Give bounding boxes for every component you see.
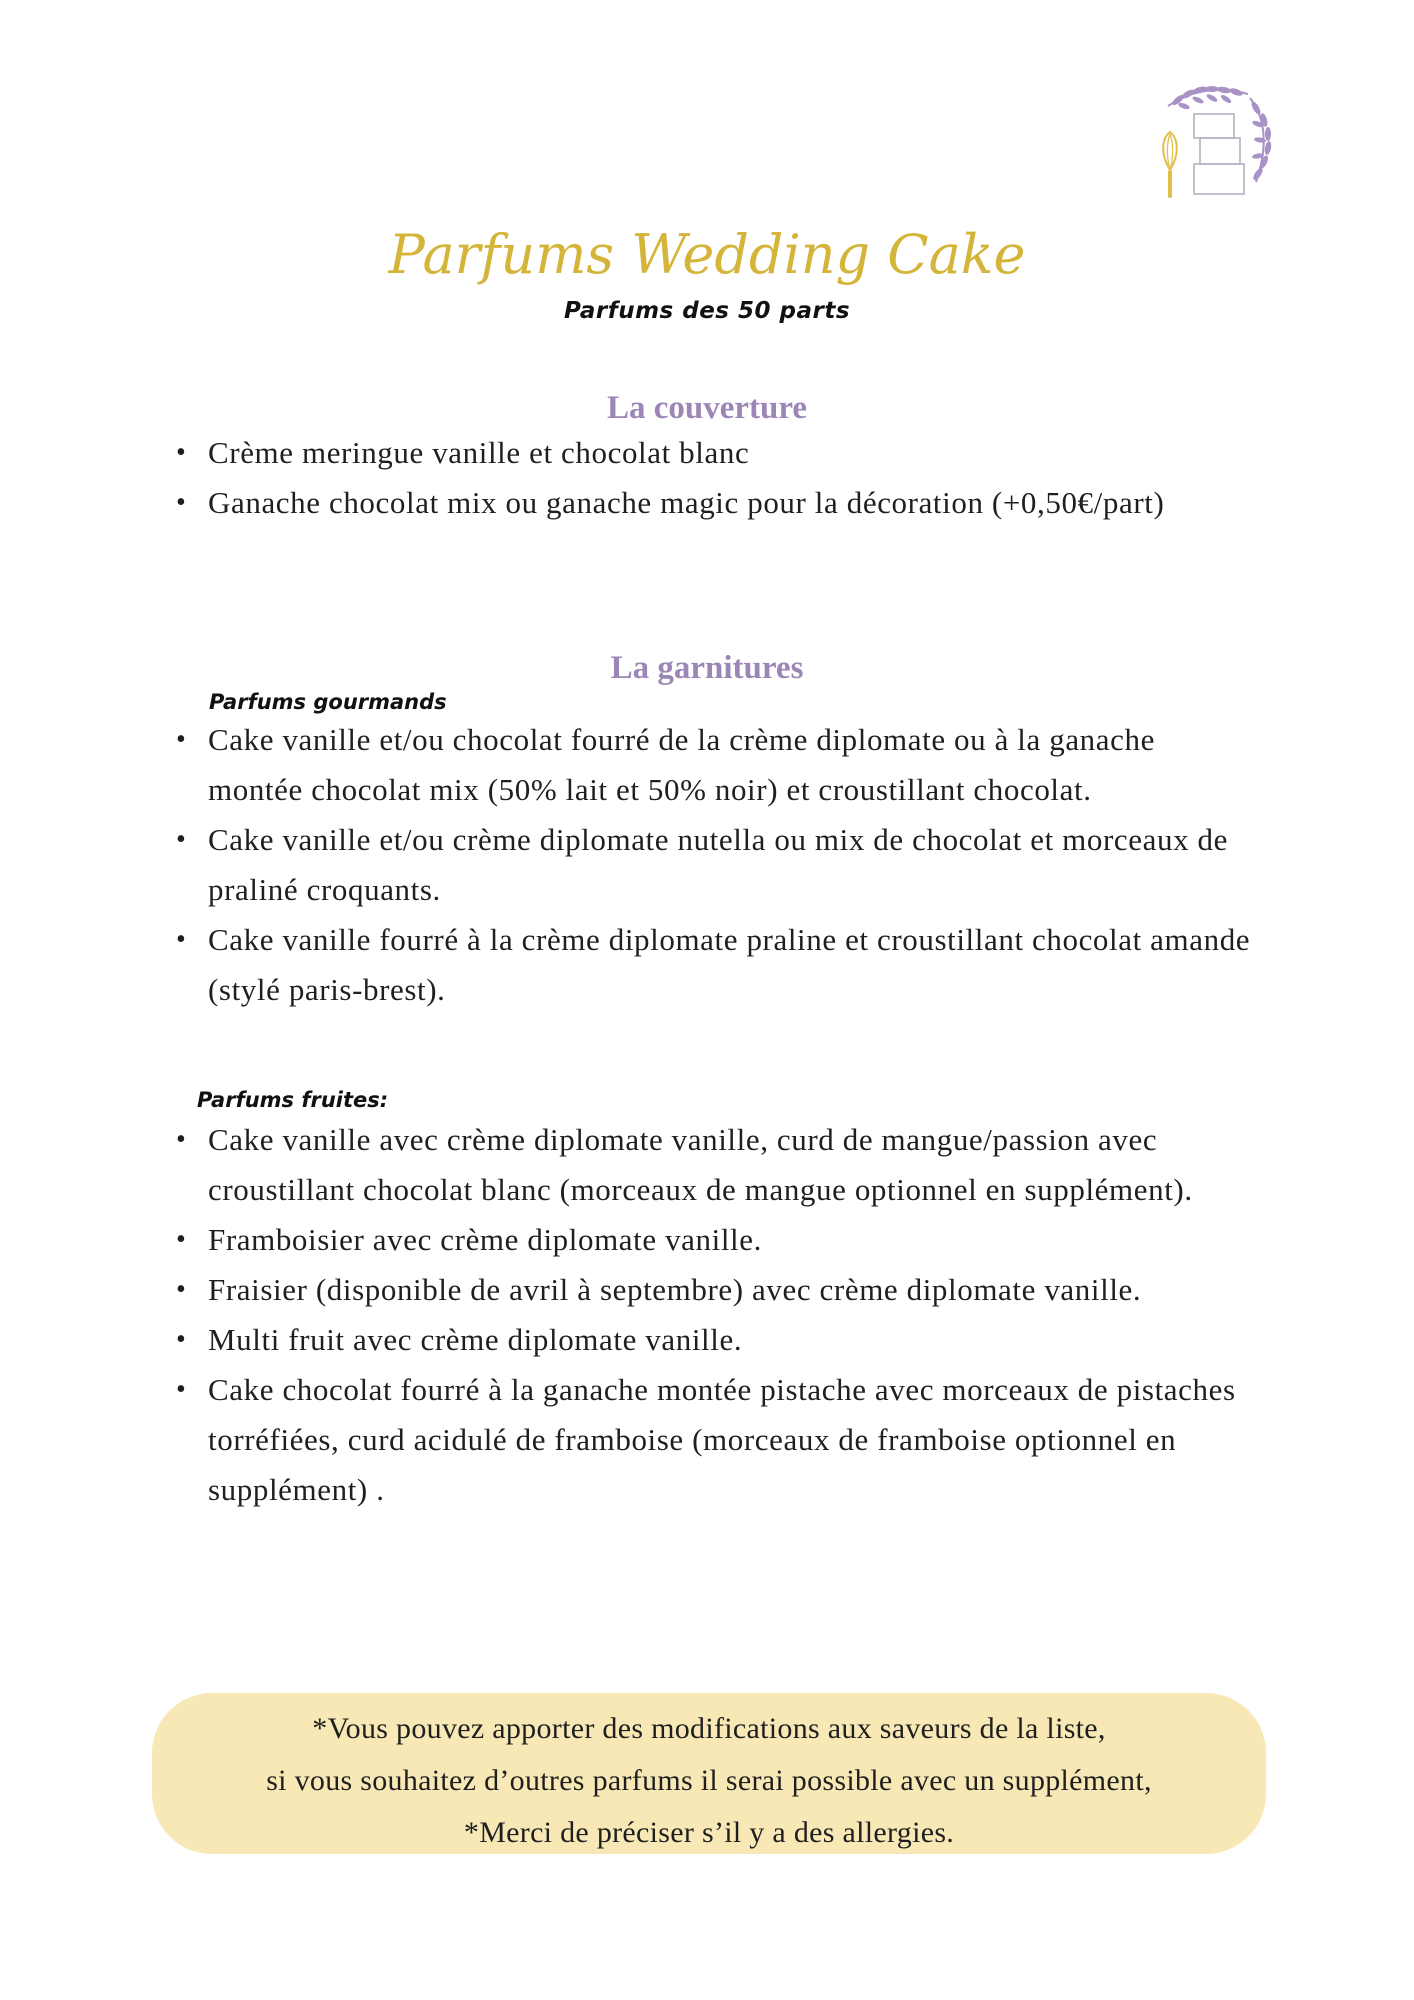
note-line-2: si vous souhaitez d’outres parfums il serai possible avec un supplément, <box>266 1764 1152 1797</box>
allergy-note-box <box>152 1693 1266 1854</box>
note-line-1: *Vous pouvez apporter des modifications aux saveurs de la liste, <box>312 1712 1106 1745</box>
page-subtitle: Parfums des 50 parts <box>563 298 851 324</box>
list-item: • Ganache chocolat mix ou ganache magic pour la décoration (+0,50€/part) <box>0 478 1258 528</box>
list-item: • Cake vanille avec crème diplomate vanille, curd de mangue/passion avec croustillant chocolat blanc (morceaux de mangue optionnel en supplément). <box>0 1115 1258 1215</box>
bullet-icon: • <box>176 924 187 955</box>
note-line-3: *Merci de préciser s’il y a des allergies. <box>463 1816 955 1849</box>
gourmands-list <box>0 715 1258 1015</box>
list-item: • Cake vanille et/ou crème diplomate nutella ou mix de chocolat et morceaux de praliné croquants. <box>0 815 1258 915</box>
list-item: • Framboisier avec crème diplomate vanille. <box>0 1215 1258 1265</box>
list-item: • Cake vanille et/ou chocolat fourré de la crème diplomate ou à la ganache montée chocolat mix (50% lait et 50% noir) et croustillant chocolat. <box>0 715 1258 815</box>
list-item: • Cake vanille fourré à la crème diplomate praline et croustillant chocolat amande (stylé paris-brest). <box>0 915 1258 1015</box>
list-item: • Crème meringue vanille et chocolat blanc <box>0 428 1258 478</box>
bullet-icon: • <box>176 1274 187 1305</box>
bullet-icon: • <box>176 824 187 855</box>
bullet-icon: • <box>176 1374 187 1405</box>
bullet-icon: • <box>176 1124 187 1155</box>
fruites-list <box>0 1115 1258 1515</box>
bullet-icon: • <box>176 724 187 755</box>
list-item: • Fraisier (disponible de avril à septembre) avec crème diplomate vanille. <box>0 1265 1258 1315</box>
couverture-heading: La couverture <box>606 390 808 426</box>
wreath-cake-whisk-logo-icon <box>1148 84 1278 202</box>
couverture-list <box>0 428 1258 528</box>
bullet-icon: • <box>176 1324 187 1355</box>
list-item: • Cake chocolat fourré à la ganache montée pistache avec morceaux de pistaches torréfiées, curd acidulé de framboise (morceaux de framboise optionnel en supplément) . <box>0 1365 1258 1515</box>
gourmands-subheading: Parfums gourmands <box>209 690 447 714</box>
bullet-icon: • <box>176 487 187 518</box>
fruites-subheading: Parfums fruites: <box>197 1088 389 1112</box>
garnitures-heading: La garnitures <box>610 650 804 686</box>
bullet-icon: • <box>176 437 187 468</box>
bullet-icon: • <box>176 1224 187 1255</box>
page-title: Parfums Wedding Cake <box>388 223 1026 286</box>
list-item: • Multi fruit avec crème diplomate vanille. <box>0 1315 1258 1365</box>
